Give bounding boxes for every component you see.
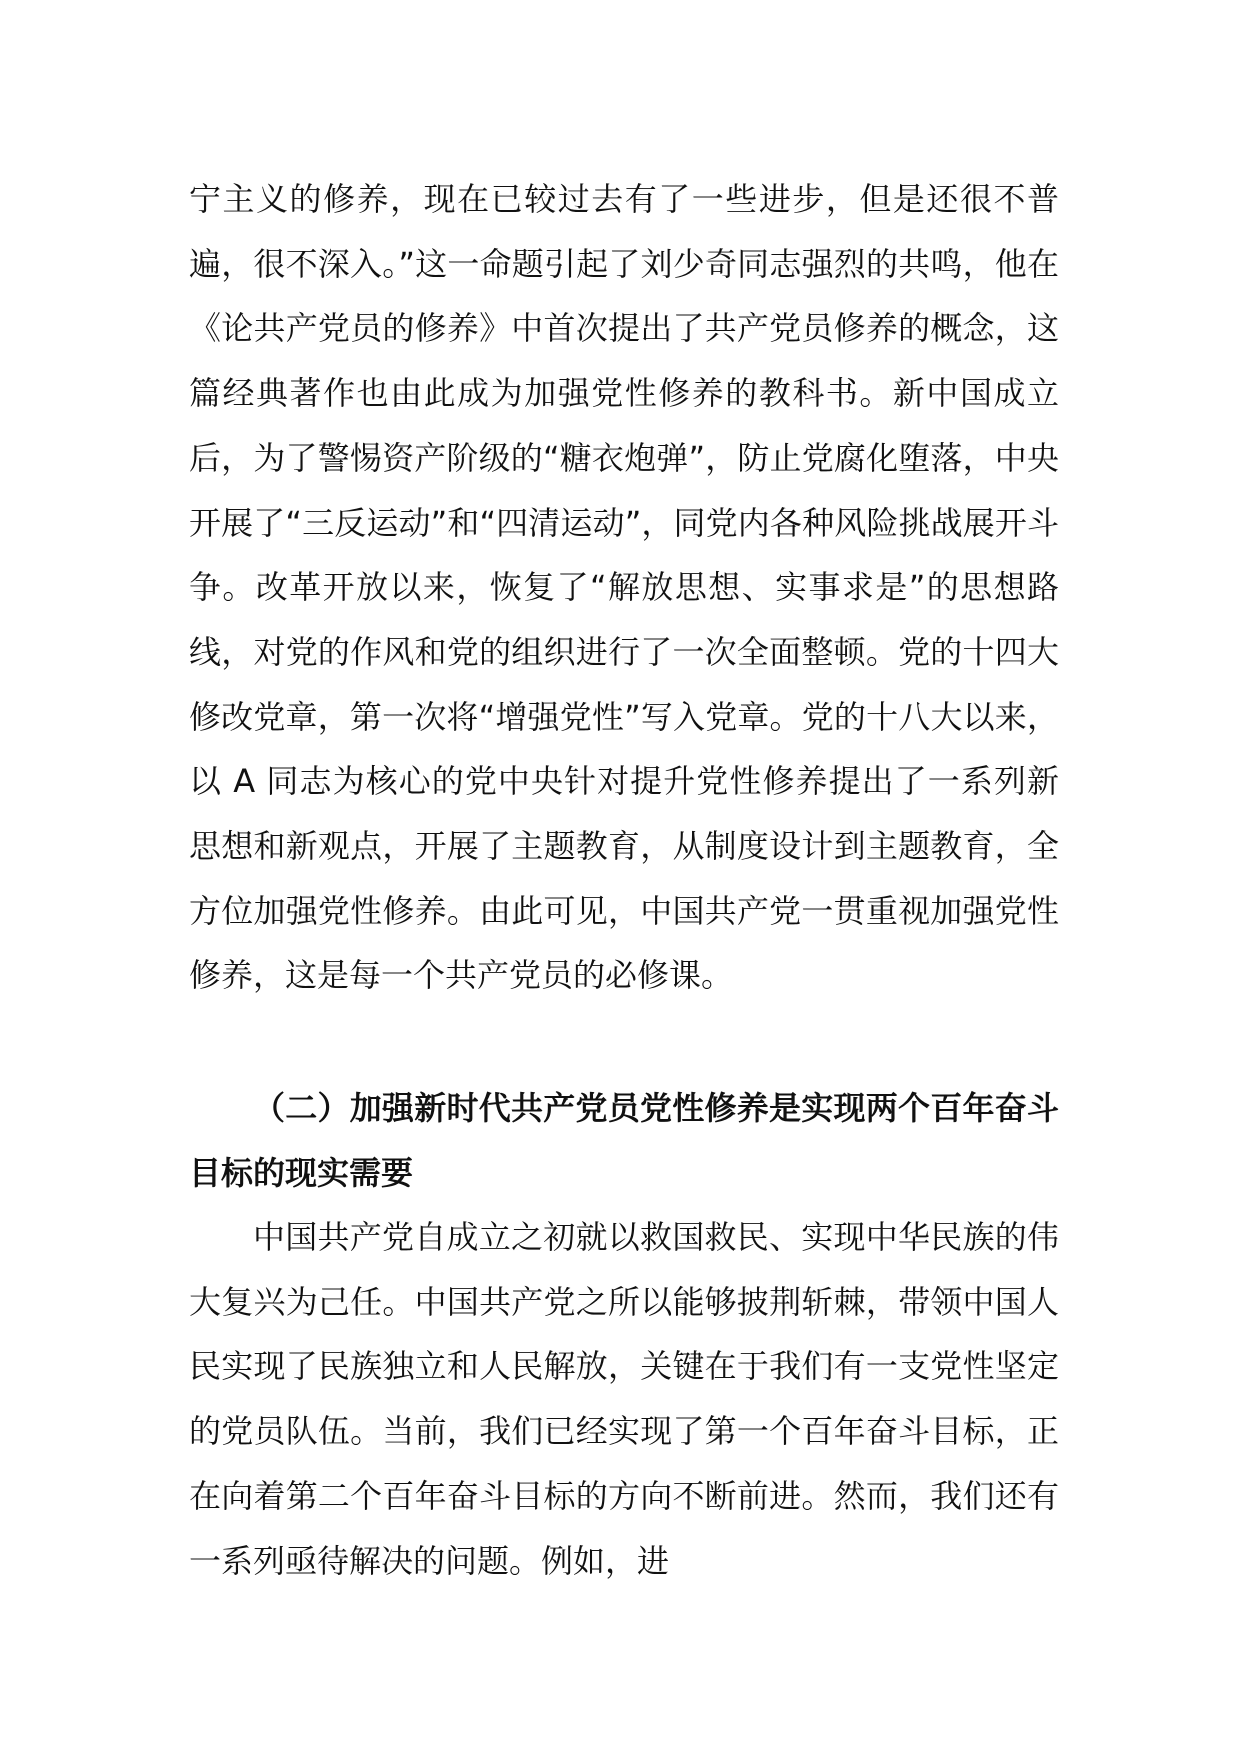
section-heading: （二）加强新时代共产党员党性修养是实现两个百年奋斗目标的现实需要: [189, 1089, 1059, 1192]
body-paragraph: 中国共产党自成立之初就以救国救民、实现中华民族的伟大复兴为己任。中国共产党之所以能够披荆斩棘，带领中国人民实现了民族独立和人民解放，关键在于我们有一支党性坚定的党员队伍。当前，我们已经实现了第一个百年奋斗目标，正在向着第二个百年奋斗目标的方向不断前进。然而，我们还有一系列亟待解决的问题。例如，进: [189, 1218, 1059, 1580]
body-paragraph-continued: 宁主义的修养，现在已较过去有了一些进步，但是还很不普遍，很不深入。”这一命题引起了刘少奇同志强烈的共鸣，他在《论共产党员的修养》中首次提出了共产党员修养的概念，这篇经典著作也由此成为加强党性修养的教科书。新中国成立后，为了警惕资产阶级的“糖衣炮弹”，防止党腐化堕落，中央开展了“三反运动”和“四清运动”，同党内各种风险挑战展开斗争。改革开放以来，恢复了“解放思想、实事求是”的思想路线，对党的作风和党的组织进行了一次全面整顿。党的十四大修改党章，第一次将“增强党性”写入党章。党的十八大以来，以 A 同志为核心的党中央针对提升党性修养提出了一系列新思想和新观点，开展了主题教育，从制度设计到主题教育，全方位加强党性修养。由此可见，中国共产党一贯重视加强党性修养，这是每一个共产党员的必修课。: [189, 180, 1059, 995]
